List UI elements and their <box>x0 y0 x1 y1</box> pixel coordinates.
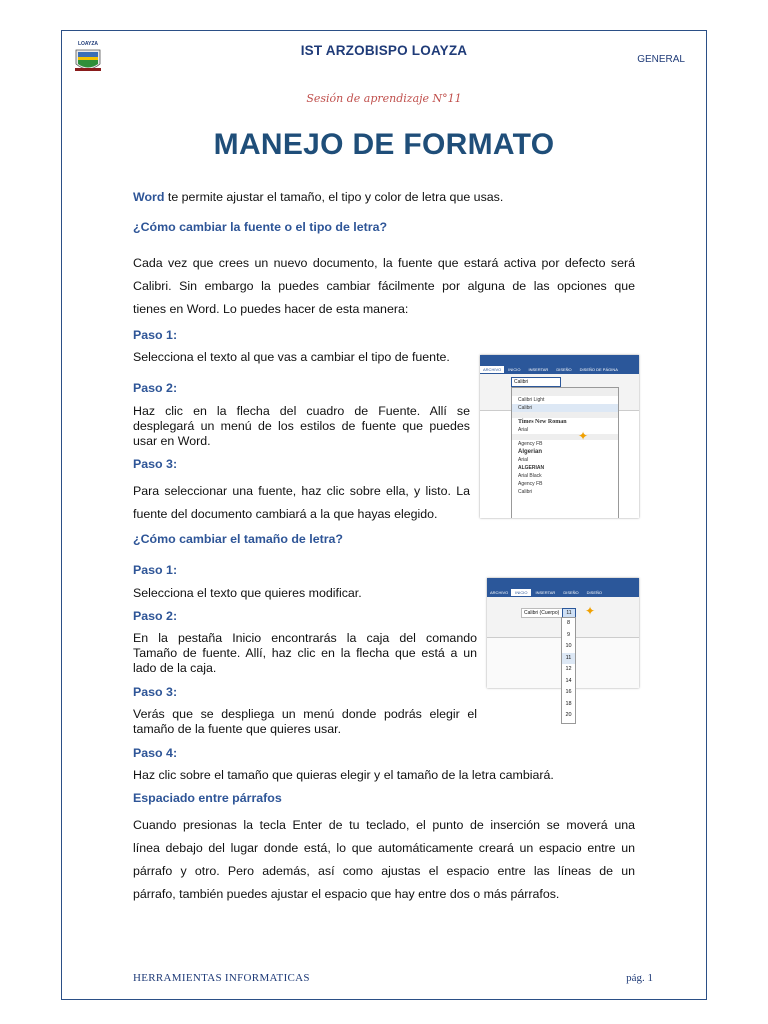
text-line: Tamaño de fuente. Allí, haz clic en la flecha que está a un <box>133 646 477 660</box>
size-option: 12 <box>565 666 572 672</box>
font-option: Calibri <box>512 404 618 412</box>
size-option: 8 <box>566 620 571 626</box>
text-line: En la pestaña Inicio encontrarás la caja del comando <box>133 631 477 645</box>
step-label: Paso 1: <box>133 563 178 577</box>
font-box: Calibri <box>511 377 561 387</box>
ribbon-tab: INICIO <box>511 589 531 596</box>
font-option: Times New Roman <box>518 419 567 425</box>
section1-heading: ¿Cómo cambiar la fuente o el tipo de letra? <box>133 220 388 234</box>
ribbon-tab: ARCHIVO <box>490 590 509 595</box>
step-text: Selecciona el texto al que vas a cambiar el tipo de fuente. <box>133 350 450 364</box>
ribbon-tab: ARCHIVO <box>480 366 504 373</box>
step-text <box>133 631 477 676</box>
step-text: Selecciona el texto que quieres modificar. <box>133 586 362 600</box>
ribbon-tab: INSERTAR <box>528 366 549 372</box>
school-name: IST ARZOBISPO LOAYZA <box>300 43 468 58</box>
text-line: fuente del documento cambiará a la que hayas elegido. <box>133 507 438 521</box>
step-text <box>133 480 470 526</box>
footer-rule <box>61 999 707 1000</box>
ribbon-tab: DISEÑO <box>556 366 572 372</box>
text-line: párrafo, también puedes ajustar el espacio que hay entre dos o más párrafos. <box>133 887 560 901</box>
text-line: Cada vez que crees un nuevo documento, la fuente que estará activa por defecto será <box>133 256 635 270</box>
text-line: tamaño de la fuente que quieres usar. <box>133 722 342 736</box>
size-list <box>561 617 576 724</box>
font-option: Calibri Light <box>518 397 545 403</box>
text-line: párrafo y otro. Pero además, así como ajustas el espacio entre las líneas de un <box>133 864 635 878</box>
cursor-icon: ✦ <box>585 604 596 618</box>
font-option: Arial <box>518 457 529 463</box>
step-text <box>133 707 477 737</box>
intro-lead: Word <box>133 190 165 204</box>
size-option: 16 <box>565 689 572 695</box>
category-label: GENERAL <box>637 54 685 65</box>
font-list <box>511 387 619 518</box>
font-menu-screenshot <box>480 355 639 518</box>
size-box: 11 <box>562 608 576 618</box>
intro-rest: te permite ajustar el tamaño, el tipo y color de letra que usas. <box>164 190 504 204</box>
step-label: Paso 4: <box>133 746 178 760</box>
font-option: ALGERIAN <box>518 465 545 471</box>
text-line: desplegará un menú de los estilos de fuente que puedes <box>133 419 470 433</box>
section1-paragraph <box>133 252 635 321</box>
step-text <box>133 404 470 449</box>
page-number: pág. 1 <box>626 972 653 984</box>
section3-heading: Espaciado entre párrafos <box>133 791 282 805</box>
step-label: Paso 3: <box>133 685 178 699</box>
text-line: Para seleccionar una fuente, haz clic sobre ella, y listo. La <box>133 484 470 498</box>
ribbon-tab: DISEÑO <box>586 590 603 595</box>
font-box: Calibri (Cuerpo) <box>521 608 563 618</box>
ribbon-tab: INSERTAR <box>535 590 556 595</box>
size-option: 20 <box>565 712 572 718</box>
step-label: Paso 2: <box>133 381 178 395</box>
ribbon-tab: INICIO <box>508 366 521 372</box>
font-option: Calibri <box>518 489 533 495</box>
text-line: Verás que se despliega un menú donde podrás elegir el <box>133 707 477 721</box>
ribbon-tab: DISEÑO <box>563 590 579 595</box>
footer-title: HERRAMIENTAS INFORMATICAS <box>133 972 310 984</box>
cursor-icon: ✦ <box>578 429 589 443</box>
page-title: MANEJO DE FORMATO <box>213 128 555 161</box>
size-option: 14 <box>565 677 572 684</box>
text-line: tienes en Word. Lo puedes hacer de esta manera: <box>133 302 409 316</box>
ribbon-tabs <box>480 364 639 374</box>
font-option: Arial Black <box>518 473 542 479</box>
size-option: 11 <box>562 653 575 665</box>
intro-paragraph <box>133 190 503 205</box>
section3-paragraph <box>133 814 635 906</box>
step-label: Paso 3: <box>133 457 178 471</box>
font-option: Algerian <box>518 449 543 455</box>
text-line: línea debajo del lugar donde está, lo que automáticamente creará un espacio entre un <box>133 841 635 855</box>
text-line: Calibri. Sin embargo la puedes cambiar fácilmente por alguna de las opciones que <box>133 279 635 293</box>
session-title: Sesión de aprendizaje N°11 <box>306 92 462 105</box>
ribbon-tab: DISEÑO DE PÁGINA <box>579 366 618 372</box>
ribbon-tabs <box>487 588 639 597</box>
step-label: Paso 1: <box>133 328 178 342</box>
size-option: 10 <box>565 643 572 649</box>
text-line: Cuando presionas la tecla Enter de tu teclado, el punto de inserción se moverá una <box>133 818 635 832</box>
font-option: Agency FB <box>518 481 543 487</box>
font-option: Arial <box>518 427 529 433</box>
text-line: Haz clic en la flecha del cuadro de Fuente. Allí se <box>133 404 470 418</box>
step-label: Paso 2: <box>133 609 178 623</box>
section2-heading: ¿Cómo cambiar el tamaño de letra? <box>133 532 344 546</box>
step-text: Haz clic sobre el tamaño que quieras elegir y el tamaño de la letra cambiará. <box>133 768 554 782</box>
text-line: lado de la caja. <box>133 661 217 675</box>
logo-label: LOAYZA <box>77 41 99 47</box>
font-option: Agency FB <box>518 441 543 447</box>
size-option: 9 <box>566 631 571 638</box>
text-line: usar en Word. <box>133 434 211 448</box>
size-option: 18 <box>565 700 572 707</box>
